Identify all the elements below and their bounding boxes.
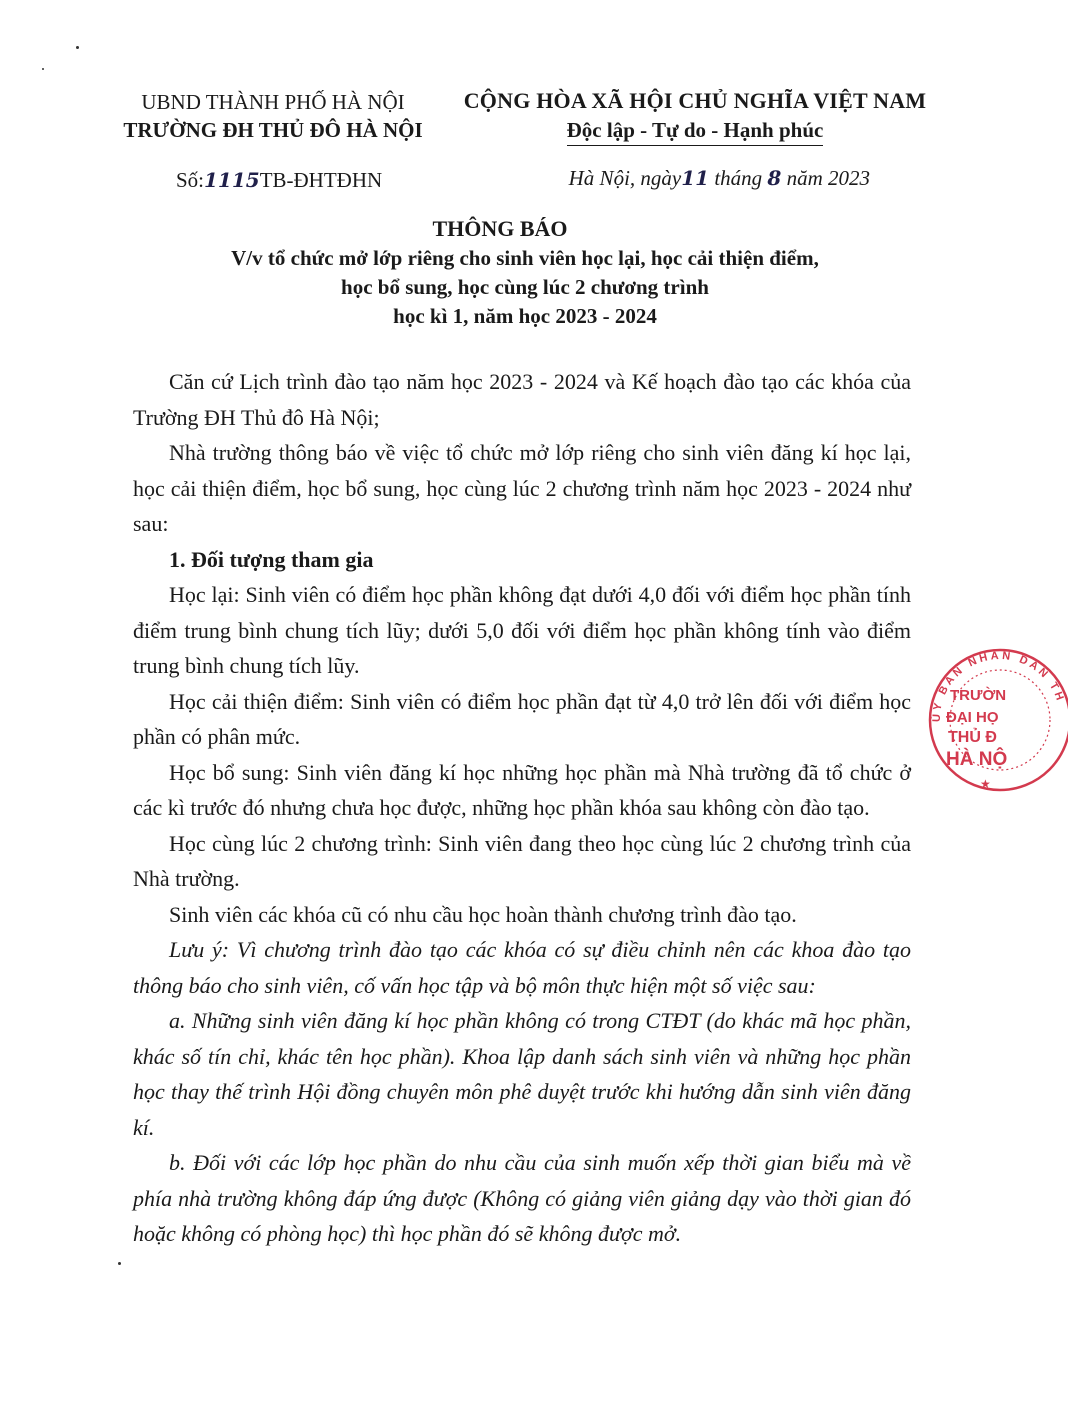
official-seal <box>918 642 1068 792</box>
date-month-label: tháng <box>709 166 768 190</box>
paragraph-supplement: Học bổ sung: Sinh viên đăng kí học những học phần mà Nhà trường đã tổ chức ở các kì trước đó nhưng chưa học được, những học phần khóa sau không còn đào tạo. <box>133 759 911 820</box>
section-heading: 1. Đối tượng tham gia <box>169 546 374 572</box>
scan-speck <box>118 1262 121 1265</box>
document-title: THÔNG BÁO <box>432 216 568 241</box>
motto: Độc lập - Tự do - Hạnh phúc <box>567 116 824 146</box>
note-item-b: b. Đối với các lớp học phần do nhu cầu của sinh muốn xếp thời gian biểu mà về phía nhà trường không đáp ứng được (Không có giảng viên giảng dạy vào thời gian đó hoặc không có phòng học) thì học phần đó sẽ không được mở. <box>133 1150 911 1246</box>
seal-star-icon: ★ <box>980 777 991 791</box>
paragraph-improve: Học cải thiện điểm: Sinh viên có điểm học phần đạt từ 4,0 trở lên đối với điểm học phần có phân mức. <box>133 688 911 749</box>
scan-speck <box>76 46 79 49</box>
doc-number-prefix: Số: <box>176 168 205 192</box>
doc-number-handwritten: 1115 <box>204 168 260 192</box>
date-year: năm 2023 <box>781 166 870 190</box>
seal-ring-text: ỦY BAN NHÂN DÂN TH <box>930 649 1067 723</box>
document-body <box>133 364 911 1252</box>
issuing-authority <box>108 88 438 144</box>
note-item-a: a. Những sinh viên đăng kí học phần không có trong CTĐT (do khác mã học phần, khác số tín chỉ, khác tên học phần). Khoa lập danh sách sinh viên và những học phần học thay thế trình Hội đồng chuyên môn phê duyệt trước khi hướng dẫn sinh viên đăng kí. <box>133 1008 911 1140</box>
document-subject <box>160 244 890 331</box>
country-name: CỘNG HÒA XÃ HỘI CHỦ NGHĨA VIỆT NAM <box>463 88 927 113</box>
date-prefix: Hà Nội, ngày <box>568 166 682 190</box>
subject-line: học kì 1, năm học 2023 - 2024 <box>393 304 657 328</box>
seal-line: TRƯỜN <box>950 687 1007 704</box>
date-month: 8 <box>767 166 782 190</box>
date-day: 11 <box>681 166 710 190</box>
paragraph-former-students: Sinh viên các khóa cũ có nhu cầu học hoàn thành chương trình đào tạo. <box>169 901 797 927</box>
paragraph-basis: Căn cứ Lịch trình đào tạo năm học 2023 - 2024 và Kế hoạch đào tạo các khóa của Trường ĐH Thủ đô Hà Nội; <box>133 369 911 430</box>
document-number <box>176 166 382 194</box>
seal-line: ĐẠI HỌ <box>946 709 999 726</box>
paragraph-dual-program: Học cùng lúc 2 chương trình: Sinh viên đang theo học cùng lúc 2 chương trình của Nhà trường. <box>133 830 911 891</box>
doc-number-suffix: TB-ĐHTĐHN <box>259 168 383 192</box>
seal-line: HÀ NỘ <box>946 749 1008 770</box>
issue-date <box>520 164 870 192</box>
national-motto <box>450 86 940 146</box>
subject-line: V/v tổ chức mở lớp riêng cho sinh viên học lại, học cải thiện điểm, <box>231 246 819 270</box>
school-name: TRƯỜNG ĐH THỦ ĐÔ HÀ NỘI <box>123 118 423 142</box>
scan-speck <box>42 68 44 70</box>
authority-line: UBND THÀNH PHỐ HÀ NỘI <box>141 90 405 114</box>
paragraph-retake: Học lại: Sinh viên có điểm học phần không đạt dưới 4,0 đối với điểm học phần tính điểm trung bình chung tích lũy; dưới 5,0 đối với điểm học phần không tính vào điểm trung bình chung tích lũy. <box>133 582 911 678</box>
subject-line: học bổ sung, học cùng lúc 2 chương trình <box>341 275 709 299</box>
paragraph-announcement: Nhà trường thông báo về việc tổ chức mở lớp riêng cho sinh viên đăng kí học lại, học cải thiện điểm, học bổ sung, học cùng lúc 2 chương trình năm học 2023 - 2024 như sau: <box>133 440 911 536</box>
seal-line: THỦ Đ <box>948 729 997 746</box>
note-paragraph: Lưu ý: Vì chương trình đào tạo các khóa có sự điều chỉnh nên các khoa đào tạo thông báo cho sinh viên, cố vấn học tập và bộ môn thực hiện một số việc sau: <box>133 937 911 998</box>
